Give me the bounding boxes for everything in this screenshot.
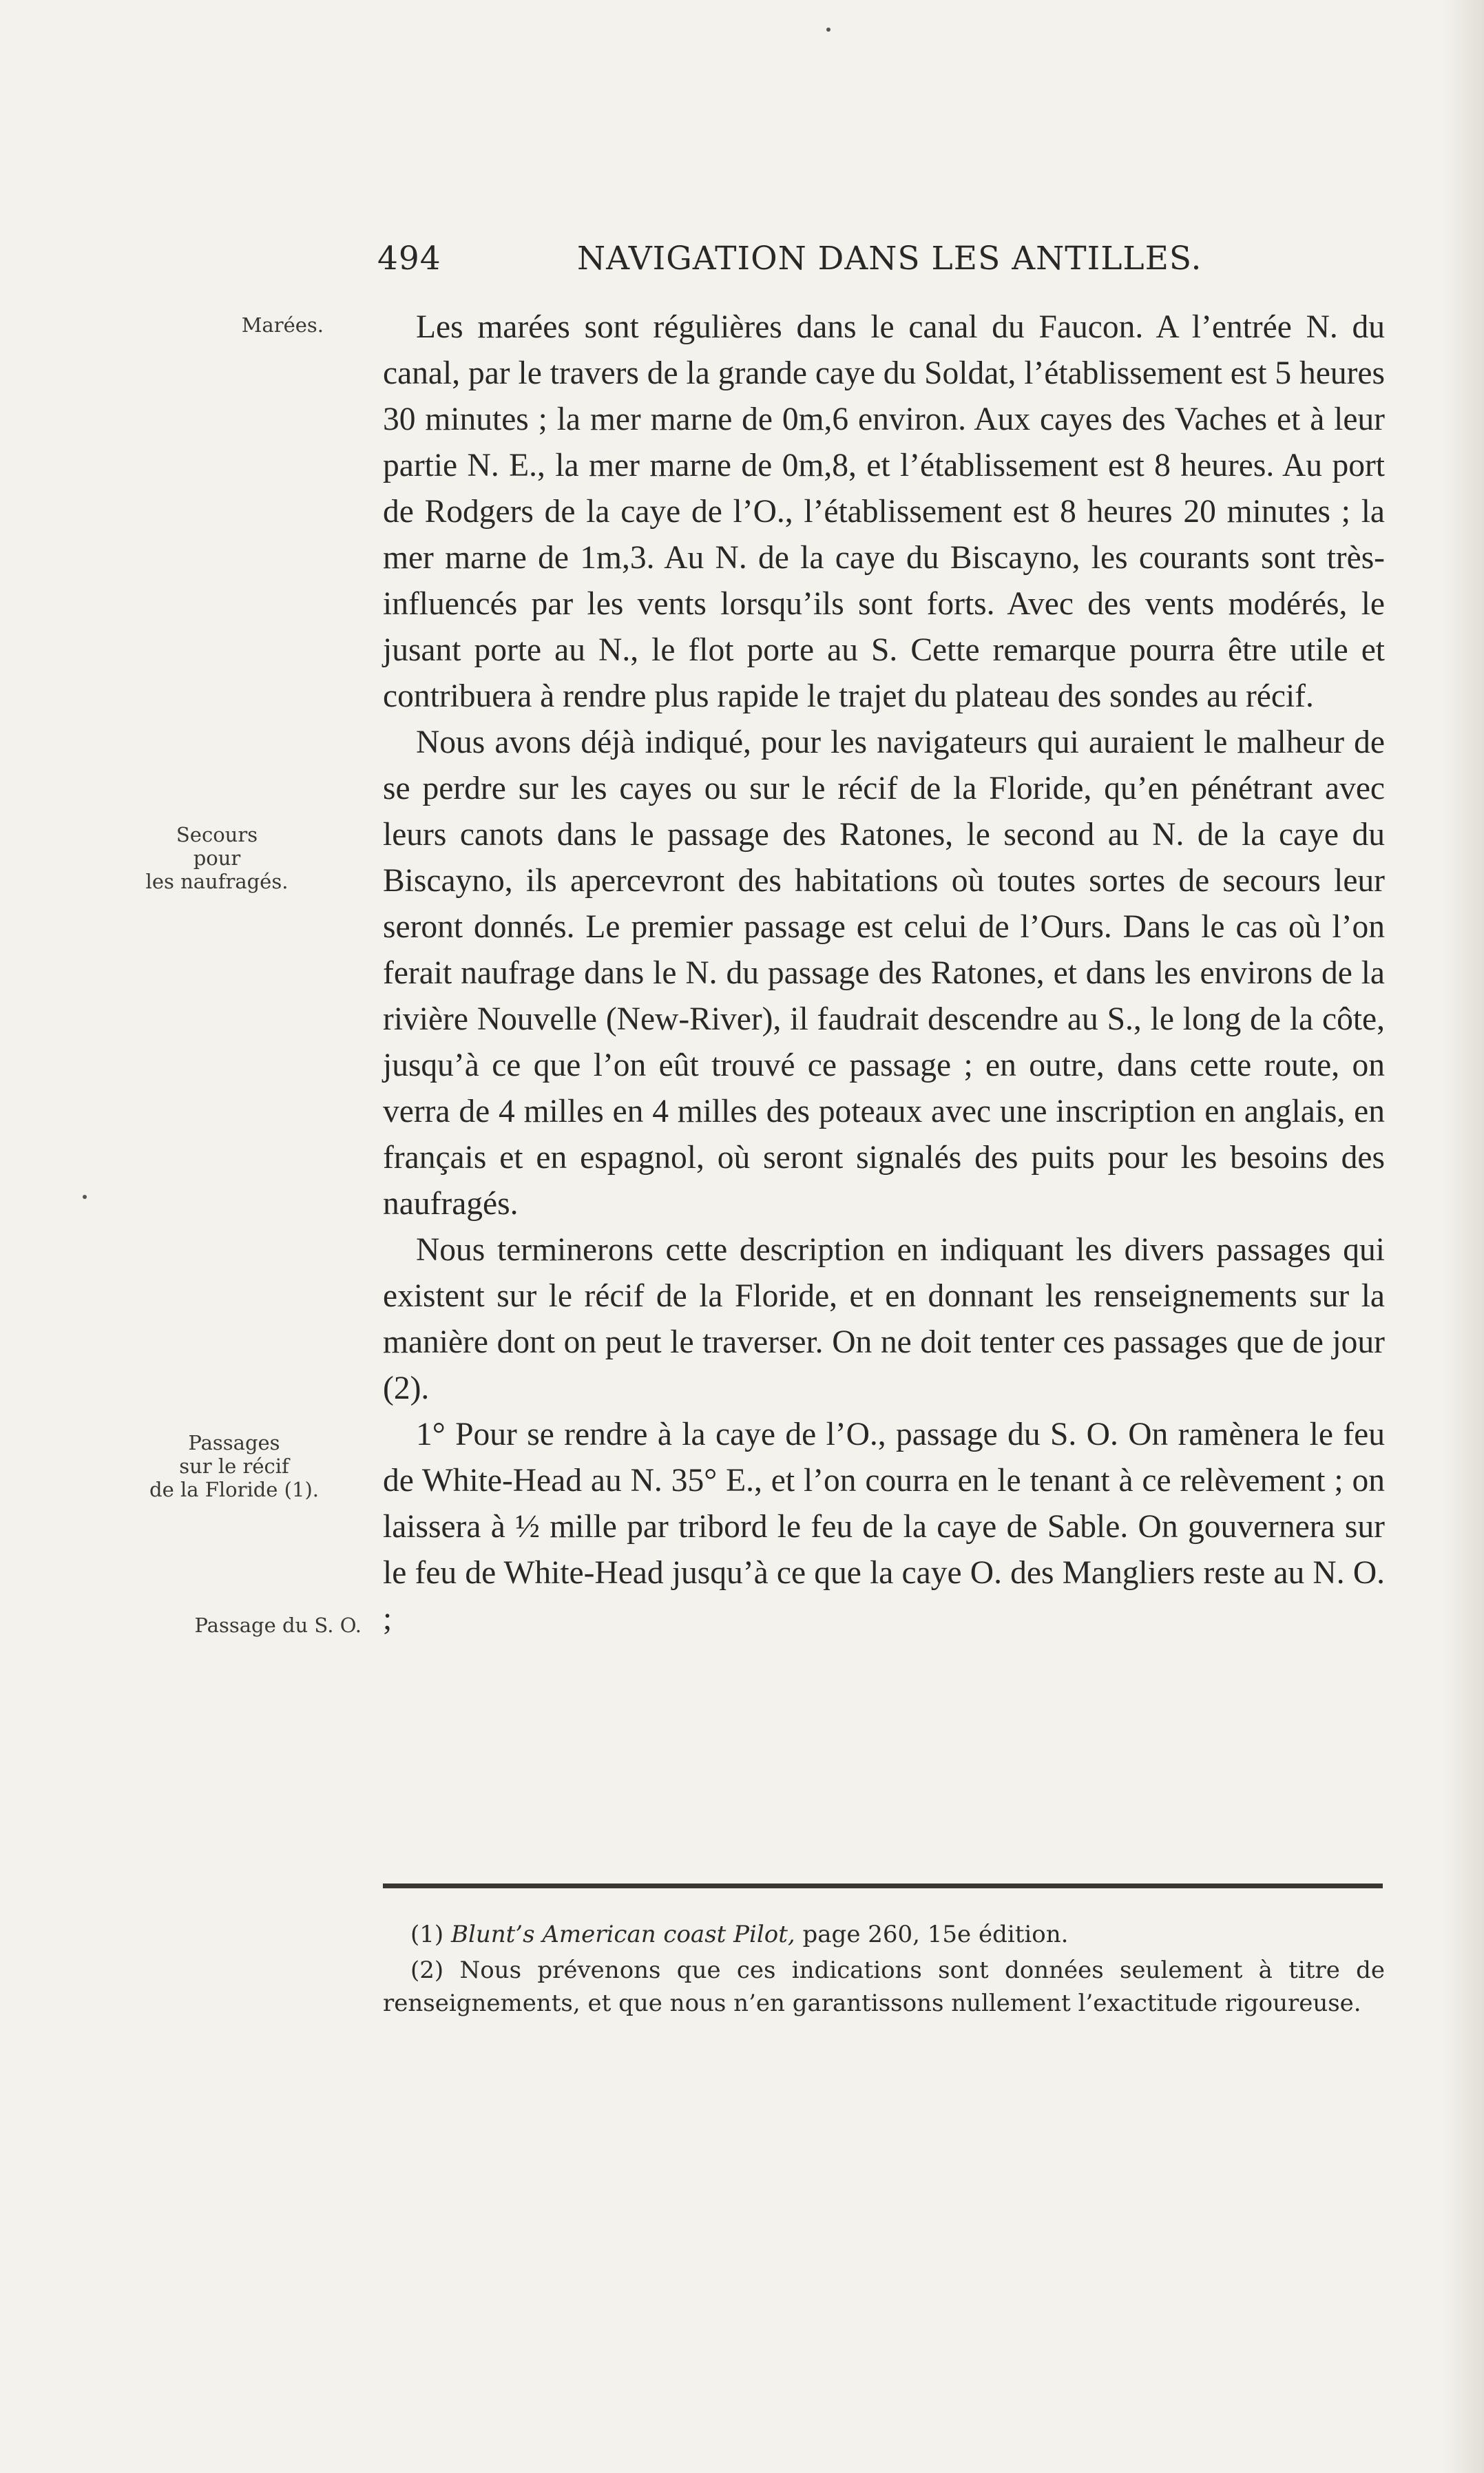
footnote-1	[383, 1918, 1385, 1951]
sidenote-line: Secours	[176, 823, 258, 846]
footnote-divider	[383, 1884, 1383, 1888]
paragraph: 1° Pour se rendre à la caye de l’O., passage du S. O. On ramènera le feu de White-Head au N. 35° E., et l’on courra en le tenant à ce relèvement ; on laissera à ½ mille par tribord le feu de la caye de Sable. On gouvernera sur le feu de White-Head jusqu’à ce que la caye O. des Mangliers reste au N. O. ;	[383, 1417, 1385, 1637]
print-speck	[83, 1195, 87, 1199]
paragraph: Les marées sont régulières dans le canal du Faucon. A l’entrée N. du canal, par le travers de la grande caye du Soldat, l’établissement est 5 heures 30 minutes ; la mer marne de 0m,6 environ. Aux cayes des Vaches et à leur partie N. E., la mer marne de 0m,8, et l’établissement est 8 heures. Au port de Rodgers de la caye de l’O., l’établissement est 8 heures 20 minutes ; la mer marne de 1m,3. Au N. de la caye du Biscayno, les courants sont très-influencés par les vents lorsqu’ils sont forts. Avec des vents modérés, le jusant porte au N., le flot porte au S. Cette remarque pourra être utile et contribuera à rendre plus rapide le trajet du plateau des sondes au récif.	[383, 309, 1385, 714]
sidenote-line: pour	[193, 846, 241, 870]
page-header	[377, 240, 1383, 288]
footnote-2: (2) Nous prévenons que ces indications sont données seulement à titre de renseignements, et que nous n’en garantissons nullement l’exactitude rigoureuse.	[383, 1957, 1385, 2017]
footnote-source-title: Blunt’s American coast Pilot,	[450, 1921, 795, 1948]
sidenote-line: de la Floride (1).	[149, 1478, 319, 1501]
paragraph: Nous avons déjà indiqué, pour les navigateurs qui auraient le malheur de se perdre sur les cayes ou sur le récif de la Floride, qu’en pénétrant avec leurs canots dans le passage des Ratones, le second au N. de la caye du Biscayno, ils apercevront des habitations où toutes sortes de secours leur seront donnés. Le premier passage est celui de l’Ours. Dans le cas où l’on ferait naufrage dans le N. du passage des Ratones, et dans les environs de la rivière Nouvelle (New-River), il faudrait descendre au S., le long de la côte, jusqu’à ce que l’on eût trouvé ce passage ; en outre, dans cette route, on verra de 4 milles en 4 milles des poteaux avec une inscription en anglais, en français et en espagnol, où seront signalés des puits pour les besoins des naufragés.	[383, 724, 1385, 1222]
running-title: NAVIGATION DANS LES ANTILLES.	[577, 240, 1202, 278]
sidenote-line: Passages	[188, 1431, 280, 1454]
sidenote-marees	[110, 313, 324, 337]
page-edge-shadow	[1443, 0, 1484, 2473]
page-number: 494	[377, 240, 441, 278]
paragraph: Nous terminerons cette description en indiquant les divers passages qui existent sur le récif de la Floride, et en donnant les renseignements sur la manière dont on peut le traverser. On ne doit tenter ces passages que de jour (2).	[383, 1232, 1385, 1406]
sidenote-passage-so	[110, 1614, 362, 1637]
footnotes	[383, 1918, 1385, 2023]
sidenote-passages	[110, 1431, 358, 1501]
sidenote-secours	[110, 823, 324, 893]
sidenote-line: Marées.	[241, 313, 324, 337]
main-text	[383, 304, 1385, 1642]
print-speck	[826, 28, 830, 32]
sidenote-line: Passage du S. O.	[194, 1614, 362, 1637]
sidenote-line: sur le récif	[179, 1454, 289, 1478]
footnote-marker: (1)	[410, 1921, 444, 1948]
sidenote-line: les naufragés.	[145, 870, 289, 893]
footnote-text: page 260, 15e édition.	[802, 1921, 1069, 1948]
